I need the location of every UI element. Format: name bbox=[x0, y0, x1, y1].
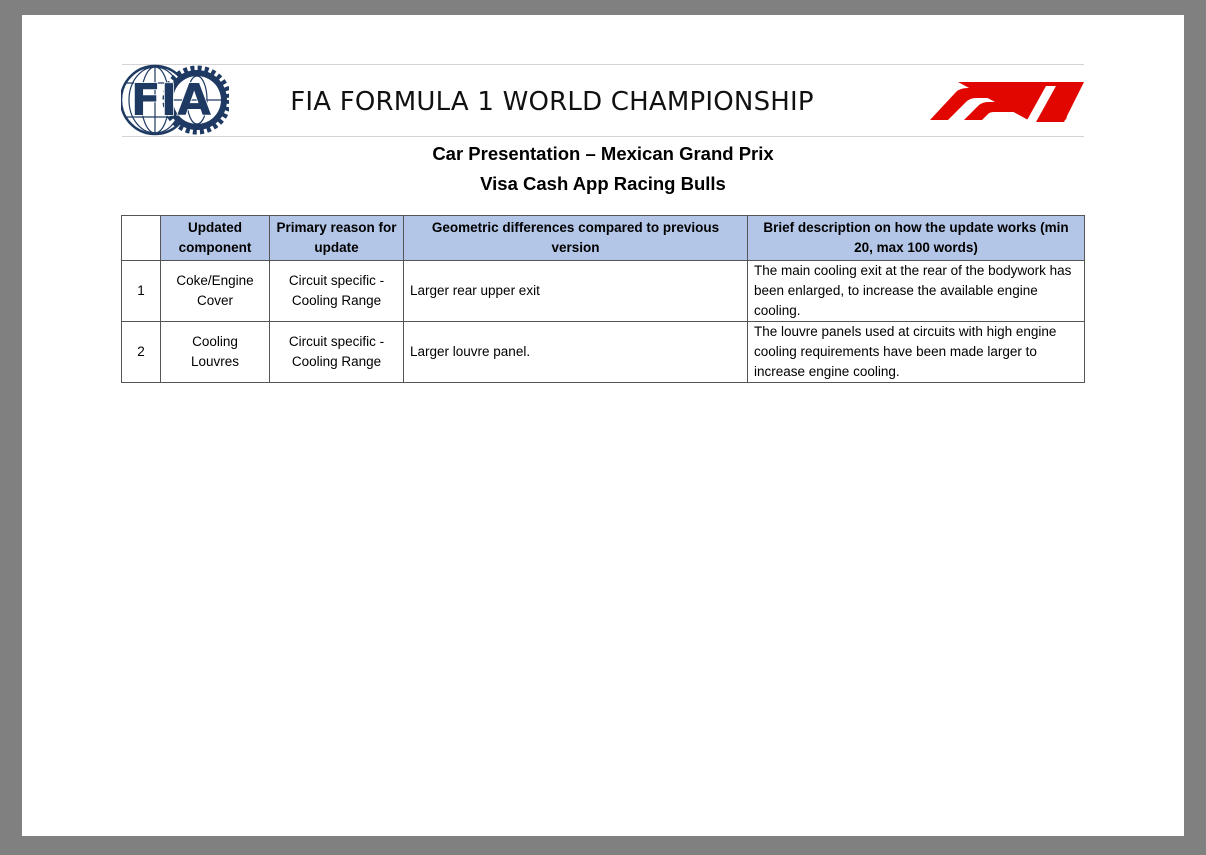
document-title: Car Presentation – Mexican Grand Prix bbox=[432, 143, 774, 164]
geometric-differences: Larger rear upper exit bbox=[404, 261, 748, 322]
f1-logo-icon bbox=[928, 80, 1084, 122]
header-top-rule bbox=[122, 64, 1084, 65]
column-header-description: Brief description on how the update works (min 20, max 100 words) bbox=[748, 216, 1085, 261]
table-row bbox=[122, 261, 1085, 322]
update-description: The main cooling exit at the rear of the bodywork has been enlarged, to increase the available engine cooling. bbox=[748, 261, 1085, 322]
fia-logo-icon bbox=[121, 63, 229, 137]
updates-table bbox=[121, 215, 1085, 383]
updated-component: Cooling Louvres bbox=[161, 322, 270, 383]
svg-text:®: ® bbox=[1061, 114, 1068, 122]
championship-title: FIA FORMULA 1 WORLD CHAMPIONSHIP bbox=[290, 87, 814, 117]
column-header-component: Updated component bbox=[161, 216, 270, 261]
row-number: 1 bbox=[122, 261, 161, 322]
primary-reason: Circuit specific - Cooling Range bbox=[270, 261, 404, 322]
column-header-reason: Primary reason for update bbox=[270, 216, 404, 261]
team-name: Visa Cash App Racing Bulls bbox=[480, 173, 726, 194]
table-row bbox=[122, 322, 1085, 383]
update-description: The louvre panels used at circuits with high engine cooling requirements have been made larger to increase engine cooling. bbox=[748, 322, 1085, 383]
primary-reason: Circuit specific - Cooling Range bbox=[270, 322, 404, 383]
header-bottom-rule bbox=[122, 136, 1084, 137]
svg-text:FIA: FIA bbox=[130, 75, 212, 126]
column-header-number bbox=[122, 216, 161, 261]
table-header-row bbox=[122, 216, 1085, 261]
geometric-differences: Larger louvre panel. bbox=[404, 322, 748, 383]
column-header-geometry: Geometric differences compared to previous version bbox=[404, 216, 748, 261]
updated-component: Coke/Engine Cover bbox=[161, 261, 270, 322]
row-number: 2 bbox=[122, 322, 161, 383]
document-page bbox=[22, 15, 1184, 836]
